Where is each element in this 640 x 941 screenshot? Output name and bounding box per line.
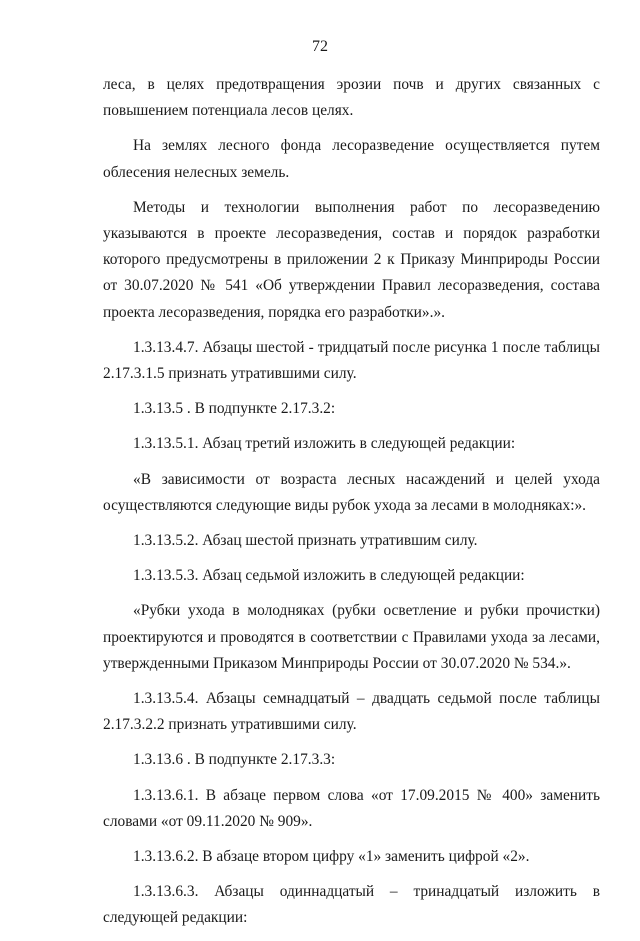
paragraph: 1.3.13.5.4. Абзацы семнадцатый – двадцать седьмой после таблицы 2.17.3.2.2 признать утратившими силу. xyxy=(103,690,600,734)
paragraph: 1.3.13.5.1. Абзац третий изложить в следующей редакции: xyxy=(133,435,516,453)
paragraph: 1.3.13.6.3. Абзацы одиннадцатый – тринадцатый изложить в следующей редакции: xyxy=(103,883,600,927)
paragraph: 1.3.13.6.1. В абзаце первом слова «от 17.09.2015 № 400» заменить словами «от 09.11.2020 № 909». xyxy=(103,786,600,830)
paragraph: 1.3.13.5.3. Абзац седьмой изложить в следующей редакции: xyxy=(133,567,525,585)
paragraph: На землях лесного фонда лесоразведение осуществляется путем облесения нелесных земель. xyxy=(103,137,600,181)
paragraph-quote: «Рубки ухода в молодняках (рубки осветление и рубки прочистки) проектируются и проводятся в соответствии с Правилами ухода за лесами, утвержденными Приказом Минприроды России от 30.07.2020 № 534.». xyxy=(103,602,600,672)
paragraph-quote: «В зависимости от возраста лесных насаждений и целей ухода осуществляются следующие виды рубок ухода за лесами в молодняках:». xyxy=(103,470,600,514)
document-body xyxy=(103,72,600,941)
paragraph-continuation: леса, в целях предотвращения эрозии почв и других связанных с повышением потенциала лесов целях. xyxy=(103,76,600,120)
page-number: 72 xyxy=(312,38,328,55)
paragraph: 1.3.13.6.2. В абзаце втором цифру «1» заменить цифрой «2». xyxy=(133,848,530,866)
paragraph: 1.3.13.4.7. Абзацы шестой - тридцатый после рисунка 1 после таблицы 2.17.3.1.5 признать утратившими силу. xyxy=(103,338,600,383)
paragraph: 1.3.13.5.2. Абзац шестой признать утратившим силу. xyxy=(133,532,478,550)
paragraph: Методы и технологии выполнения работ по лесоразведению указываются в проекте лесоразведения, состав и порядок разработки которого предусмотрены в приложении 2 к Приказу Минприроды России от 30.07.2020 № 541 «Об утверждении Правил лесоразведения, состава проекта лесоразведения, порядка его разработки».». xyxy=(103,198,600,321)
paragraph: 1.3.13.6 . В подпункте 2.17.3.3: xyxy=(133,751,336,769)
paragraph: 1.3.13.5 . В подпункте 2.17.3.2: xyxy=(133,400,336,418)
